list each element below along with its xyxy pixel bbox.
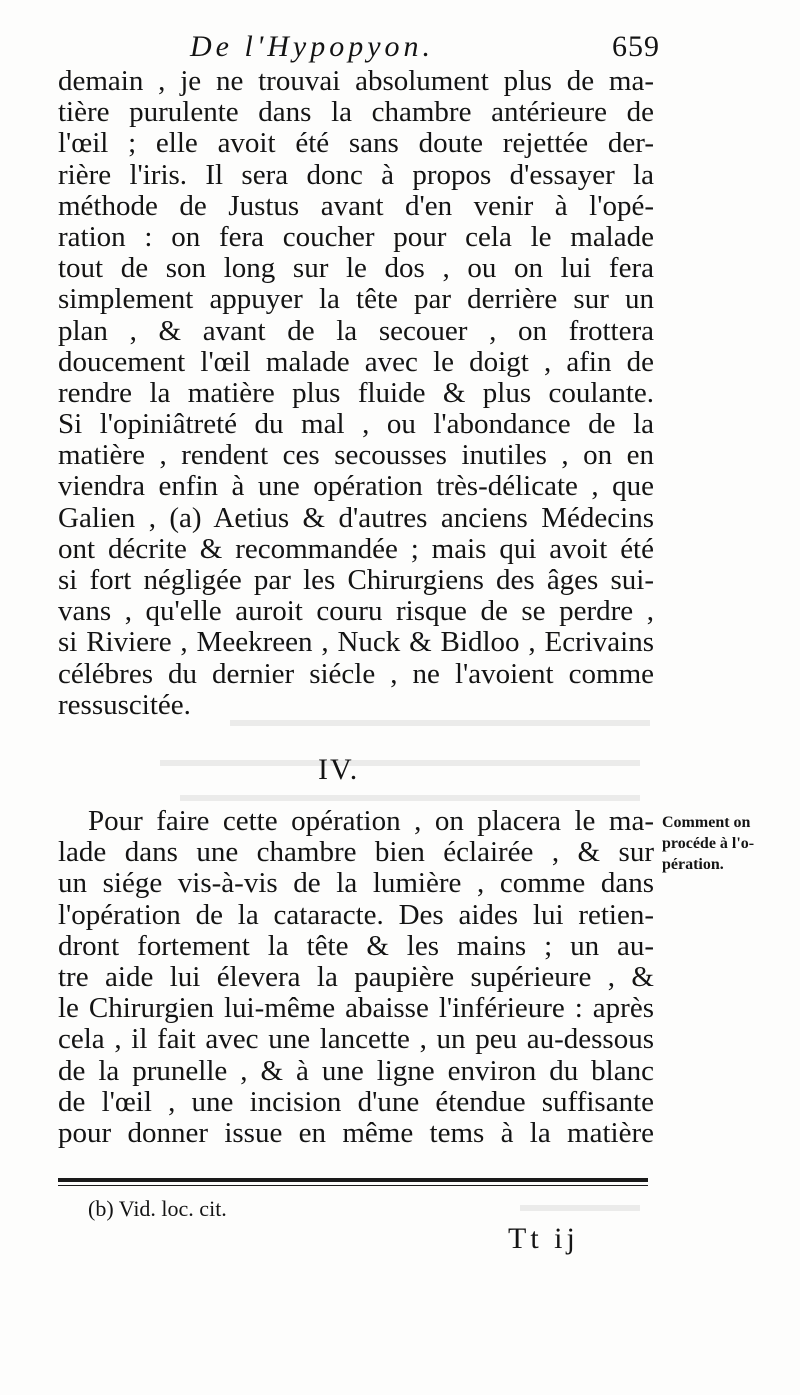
paragraph-2 xyxy=(58,806,654,1149)
text-line: cela , il fait avec une lancette , un peu au-dessous xyxy=(58,1024,654,1056)
text-line: l'opération de la cataracte. Des aides lui retien- xyxy=(58,899,654,931)
text-line: matière , rendent ces secousses inutiles , on en xyxy=(58,440,654,472)
paragraph-1 xyxy=(58,66,654,721)
text-line: si fort négligée par les Chirurgiens des âges sui- xyxy=(58,565,654,596)
text-line: méthode de Justus avant d'en venir à l'opé- xyxy=(58,190,654,222)
text-line: le Chirurgien lui-même abaisse l'inférieure : après xyxy=(58,993,654,1025)
margin-note-line: Comment on xyxy=(662,814,751,831)
text-line: rière l'iris. Il sera donc à propos d'essayer la xyxy=(58,159,654,191)
text-line: ressuscitée. xyxy=(58,689,191,721)
text-line: de l'œil , une incision d'une étendue suffisante xyxy=(58,1086,654,1118)
text-line: l'œil ; elle avoit été sans doute rejettée der- xyxy=(58,128,654,160)
margin-note-line: pération. xyxy=(662,856,724,873)
text-line: vans , qu'elle auroit couru risque de se perdre , xyxy=(58,596,654,628)
footnote-rule-thin xyxy=(58,1185,648,1186)
text-line: Pour faire cette opération , on placera le ma- xyxy=(88,806,654,837)
running-head xyxy=(190,30,660,70)
text-line: Galien , (a) Aetius & d'autres anciens Médecins xyxy=(58,502,654,534)
text-line: dront fortement la tête & les mains ; un au- xyxy=(58,930,654,962)
signature-mark: Tt ij xyxy=(508,1222,579,1255)
text-line: célébres du dernier siécle , ne l'avoient comme xyxy=(58,658,654,690)
text-line: simplement appuyer la tête par derrière sur un xyxy=(58,284,654,316)
footnote: (b) Vid. loc. cit. xyxy=(88,1196,227,1221)
margin-note-line: procéde à l'o- xyxy=(662,835,755,852)
text-line: tière purulente dans la chambre antérieure de xyxy=(58,97,654,129)
text-line: un siége vis-à-vis de la lumière , comme dans xyxy=(58,868,654,900)
text-line: ration : on fera coucher pour cela le malade xyxy=(58,221,654,253)
footnote-rule xyxy=(58,1178,648,1182)
text-line: rendre la matière plus fluide & plus coulante. xyxy=(58,377,654,409)
text-line: lade dans une chambre bien éclairée , & sur xyxy=(58,837,654,869)
text-line: demain , je ne trouvai absolument plus de ma- xyxy=(58,66,654,97)
text-line: tout de son long sur le dos , ou on lui fera xyxy=(58,253,654,285)
text-line: doucement l'œil malade avec le doigt , afin de xyxy=(58,346,654,378)
margin-note xyxy=(662,812,794,875)
running-head-title: De l'Hypopyon. xyxy=(190,30,435,63)
text-line: Si l'opiniâtreté du mal , ou l'abondance de la xyxy=(58,409,654,441)
text-line: de la prunelle , & à une ligne environ du blanc xyxy=(58,1055,654,1087)
text-line: viendra enfin à une opération très-délicate , que xyxy=(58,471,654,503)
text-line: si Riviere , Meekreen , Nuck & Bidloo , Ecrivains xyxy=(58,627,654,659)
page-number: 659 xyxy=(612,30,660,63)
text-line: tre aide lui élevera la paupière supérieure , & xyxy=(58,961,654,993)
section-number: IV. xyxy=(318,753,360,786)
text-line: pour donner issue en même tems à la matière xyxy=(58,1117,654,1149)
text-line: ont décrite & recommandée ; mais qui avoit été xyxy=(58,533,654,565)
text-line: plan , & avant de la secouer , on frottera xyxy=(58,315,654,347)
